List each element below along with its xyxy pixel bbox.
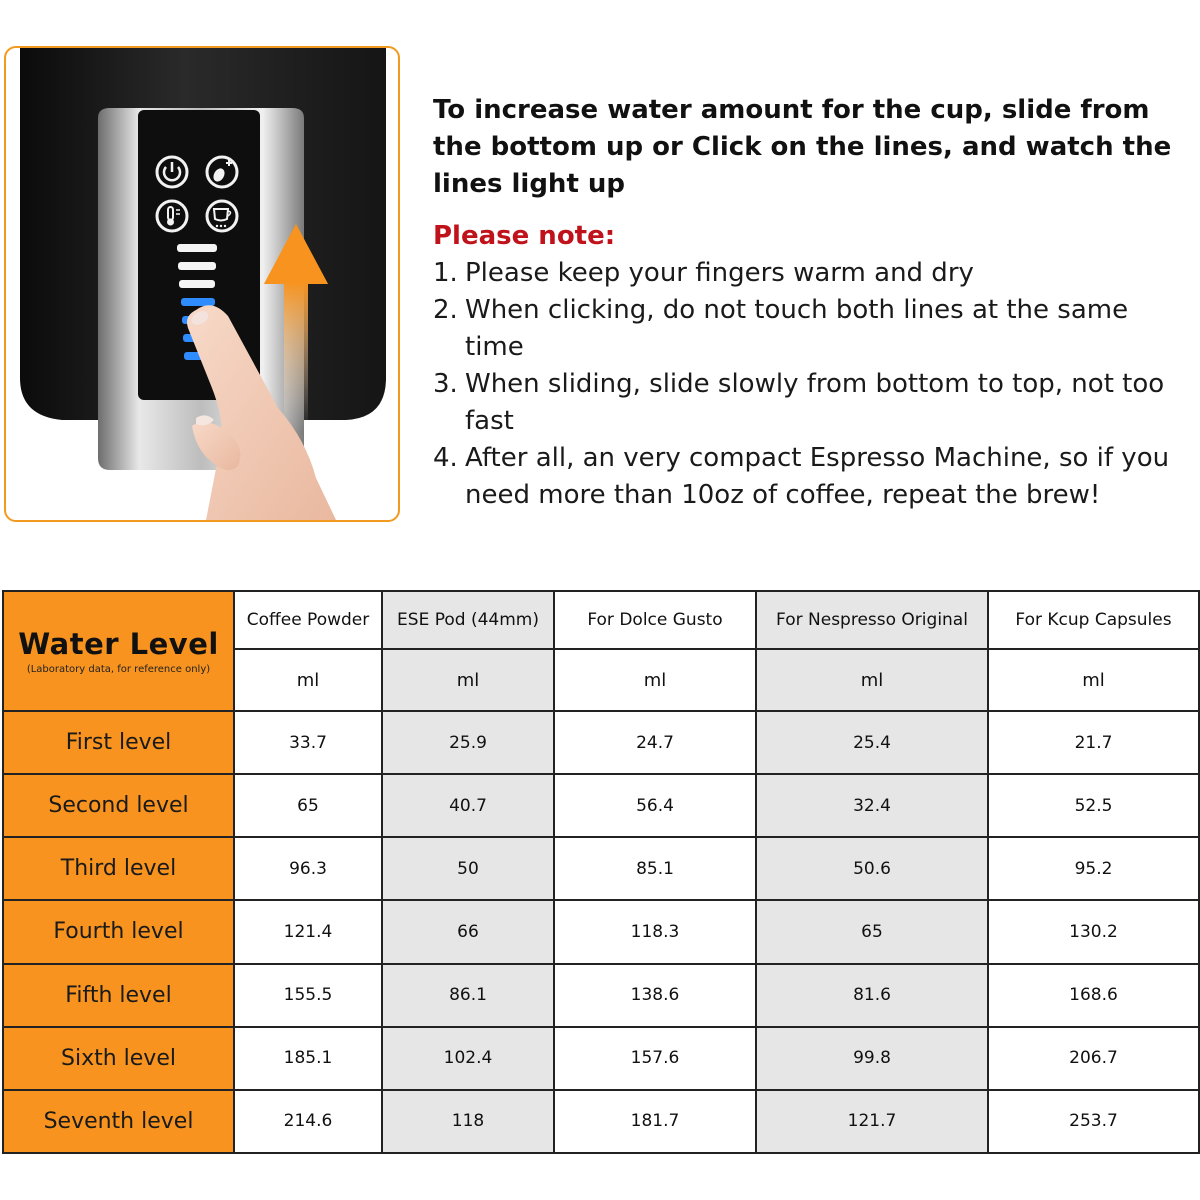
note-list xyxy=(433,255,1195,514)
table-title: Water Level xyxy=(18,627,219,661)
value-cell: 121.7 xyxy=(756,1090,988,1153)
row-label: First level xyxy=(3,711,234,774)
value-cell: 102.4 xyxy=(382,1027,554,1090)
value-cell: 185.1 xyxy=(234,1027,382,1090)
table-title-cell xyxy=(3,591,234,711)
value-cell: 65 xyxy=(234,774,382,837)
level-bar[interactable] xyxy=(177,244,217,252)
column-header: ESE Pod (44mm) xyxy=(382,591,554,649)
value-cell: 25.4 xyxy=(756,711,988,774)
espresso-machine-illustration xyxy=(6,48,398,520)
table-row xyxy=(3,1027,1199,1090)
value-cell: 130.2 xyxy=(988,900,1199,963)
row-label: Fifth level xyxy=(3,964,234,1027)
value-cell: 99.8 xyxy=(756,1027,988,1090)
note-item: 2. When clicking, do not touch both lines at the same time xyxy=(433,295,1129,362)
table-row xyxy=(3,964,1199,1027)
value-cell: 138.6 xyxy=(554,964,756,1027)
value-cell: 181.7 xyxy=(554,1090,756,1153)
instructions-panel xyxy=(433,92,1195,514)
column-header: For Kcup Capsules xyxy=(988,591,1199,649)
unit-cell: ml xyxy=(988,649,1199,711)
value-cell: 66 xyxy=(382,900,554,963)
unit-cell: ml xyxy=(234,649,382,711)
unit-cell: ml xyxy=(382,649,554,711)
row-label: Fourth level xyxy=(3,900,234,963)
note-item: 3. When sliding, slide slowly from bottom to top, not too fast xyxy=(433,369,1165,436)
value-cell: 81.6 xyxy=(756,964,988,1027)
value-cell: 206.7 xyxy=(988,1027,1199,1090)
table-row xyxy=(3,1090,1199,1153)
unit-cell: ml xyxy=(756,649,988,711)
value-cell: 86.1 xyxy=(382,964,554,1027)
level-bar[interactable] xyxy=(178,262,216,270)
value-cell: 157.6 xyxy=(554,1027,756,1090)
value-cell: 118.3 xyxy=(554,900,756,963)
column-header: For Dolce Gusto xyxy=(554,591,756,649)
row-label: Third level xyxy=(3,837,234,900)
unit-cell: ml xyxy=(554,649,756,711)
value-cell: 65 xyxy=(756,900,988,963)
value-cell: 40.7 xyxy=(382,774,554,837)
value-cell: 253.7 xyxy=(988,1090,1199,1153)
product-photo xyxy=(4,46,400,522)
column-header: Coffee Powder xyxy=(234,591,382,649)
row-label: Sixth level xyxy=(3,1027,234,1090)
level-bar-lit[interactable] xyxy=(181,298,215,306)
value-cell: 155.5 xyxy=(234,964,382,1027)
value-cell: 121.4 xyxy=(234,900,382,963)
table-subtitle: (Laboratory data, for reference only) xyxy=(26,664,211,675)
value-cell: 32.4 xyxy=(756,774,988,837)
value-cell: 118 xyxy=(382,1090,554,1153)
note-item: 4. After all, an very compact Espresso Machine, so if you need more than 10oz of coffee, repeat the brew! xyxy=(433,443,1170,510)
value-cell: 50.6 xyxy=(756,837,988,900)
level-bar[interactable] xyxy=(179,280,215,288)
column-header: For Nespresso Original xyxy=(756,591,988,649)
row-label: Second level xyxy=(3,774,234,837)
value-cell: 33.7 xyxy=(234,711,382,774)
water-level-table xyxy=(2,590,1200,1154)
value-cell: 25.9 xyxy=(382,711,554,774)
table-row xyxy=(3,900,1199,963)
value-cell: 96.3 xyxy=(234,837,382,900)
value-cell: 21.7 xyxy=(988,711,1199,774)
value-cell: 52.5 xyxy=(988,774,1199,837)
table-row xyxy=(3,774,1199,837)
value-cell: 85.1 xyxy=(554,837,756,900)
intro-text: To increase water amount for the cup, slide from the bottom up or Click on the lines, and watch the lines light up xyxy=(433,95,1172,199)
value-cell: 95.2 xyxy=(988,837,1199,900)
value-cell: 24.7 xyxy=(554,711,756,774)
table-header-row xyxy=(3,591,1199,649)
table-row xyxy=(3,711,1199,774)
value-cell: 50 xyxy=(382,837,554,900)
value-cell: 168.6 xyxy=(988,964,1199,1027)
value-cell: 56.4 xyxy=(554,774,756,837)
row-label: Seventh level xyxy=(3,1090,234,1153)
note-item: 1. Please keep your fingers warm and dry xyxy=(433,258,974,288)
value-cell: 214.6 xyxy=(234,1090,382,1153)
note-title: Please note: xyxy=(433,221,616,251)
table-row xyxy=(3,837,1199,900)
